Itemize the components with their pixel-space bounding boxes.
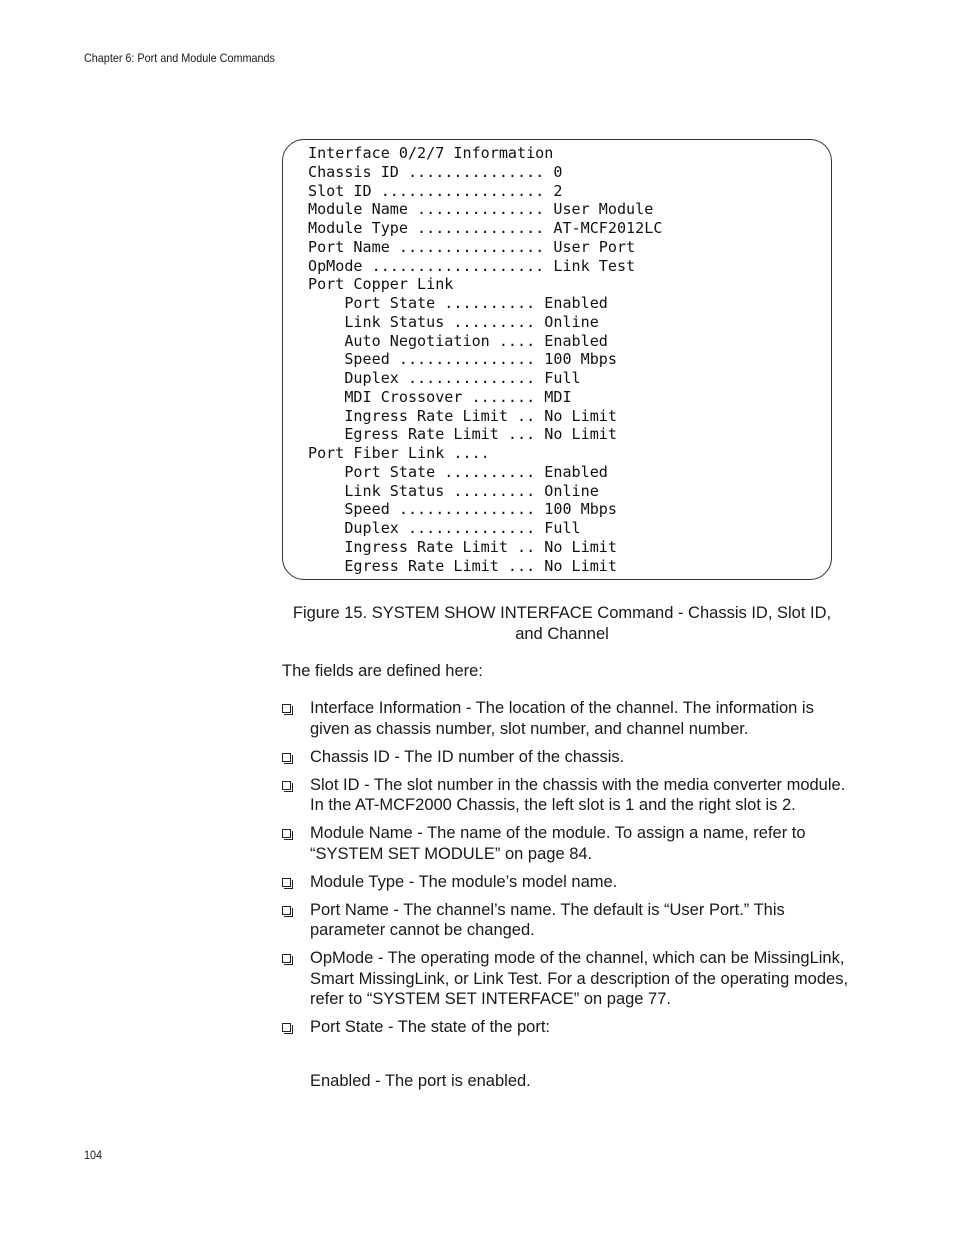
code-line: OpMode ................... Link Test: [308, 256, 636, 275]
code-line: Interface 0/2/7 Information: [308, 144, 554, 162]
checkbox-bullet-icon: [282, 753, 291, 762]
code-line: Port Copper Link: [308, 275, 454, 294]
list-item: [282, 948, 852, 1010]
code-line: Port Name ................ User Port: [308, 237, 636, 256]
code-line: Module Type .............. AT-MCF2012LC: [308, 219, 663, 237]
code-line: Chassis ID ............... 0: [308, 162, 563, 181]
list-item-text: Chassis ID - The ID number of the chassis.: [310, 747, 625, 766]
checkbox-bullet-icon: [282, 878, 291, 887]
checkbox-bullet-icon: [282, 906, 291, 915]
list-item: [282, 698, 852, 739]
list-item-text: Port State - The state of the port:: [310, 1018, 550, 1036]
code-line: Auto Negotiation .... Enabled: [308, 331, 608, 350]
checkbox-bullet-icon: [282, 954, 291, 963]
caption-line-2: and Channel: [515, 625, 609, 643]
list-item-text: Module Type - The module’s model name.: [310, 872, 618, 891]
list-item-text: OpMode - The operating mode of the channel, which can be MissingLink, Smart MissingLink, or Link Test. For a description of the operating modes, refer to “SYSTEM SET INTERFACE” on page 77.: [310, 949, 849, 1008]
chapter-header: Chapter 6: Port and Module Commands: [84, 51, 275, 65]
code-line: Port Fiber Link ....: [308, 444, 490, 462]
code-line: Slot ID .................. 2: [308, 181, 563, 200]
code-line: Speed ............... 100 Mbps: [308, 350, 617, 369]
figure-caption: [282, 603, 842, 645]
field-definition-list: [282, 698, 852, 1045]
code-line: Speed ............... 100 Mbps: [308, 500, 617, 519]
list-item-text: Module Name - The name of the module. To assign a name, refer to “SYSTEM SET MODULE” on page 84.: [310, 824, 806, 863]
checkbox-bullet-icon: [282, 829, 291, 838]
checkbox-bullet-icon: [282, 781, 291, 790]
caption-line-1: Figure 15. SYSTEM SHOW INTERFACE Command - Chassis ID, Slot ID,: [292, 604, 832, 622]
list-item: [282, 1017, 852, 1038]
code-line: Port State .......... Enabled: [308, 294, 608, 312]
checkbox-bullet-icon: [282, 704, 291, 713]
code-line: Port State .......... Enabled: [308, 462, 608, 481]
port-state-enabled-text: Enabled - The port is enabled.: [310, 1072, 531, 1090]
code-line: Link Status ......... Online: [308, 312, 599, 331]
list-item: [282, 775, 852, 816]
list-item-text: Slot ID - The slot number in the chassis with the media converter module. In the AT-MCF2000 Chassis, the left slot is 1 and the right slot is 2.: [310, 775, 846, 814]
list-item-text: Interface Information - The location of the channel. The information is given as chassis number, slot number, and channel number.: [310, 699, 814, 738]
list-item-text: Port Name - The channel’s name. The default is “User Port.” This parameter cannot be changed.: [310, 900, 785, 939]
code-line: Ingress Rate Limit .. No Limit: [308, 537, 617, 556]
code-line: Egress Rate Limit ... No Limit: [308, 556, 617, 575]
code-line: Link Status ......... Online: [308, 481, 599, 500]
list-item: [282, 747, 852, 768]
list-item: [282, 872, 852, 893]
code-line: Ingress Rate Limit .. No Limit: [308, 406, 617, 425]
command-output: [308, 144, 662, 575]
list-item: [282, 900, 852, 941]
page-number: 104: [84, 1148, 103, 1162]
code-line: Egress Rate Limit ... No Limit: [308, 425, 617, 444]
code-line: Duplex .............. Full: [308, 369, 581, 387]
code-line: Module Name .............. User Module: [308, 200, 654, 219]
checkbox-bullet-icon: [282, 1023, 291, 1032]
intro-text: The fields are defined here:: [282, 662, 483, 680]
list-item: [282, 823, 852, 864]
code-line: MDI Crossover ....... MDI: [308, 387, 572, 406]
code-line: Duplex .............. Full: [308, 519, 581, 537]
